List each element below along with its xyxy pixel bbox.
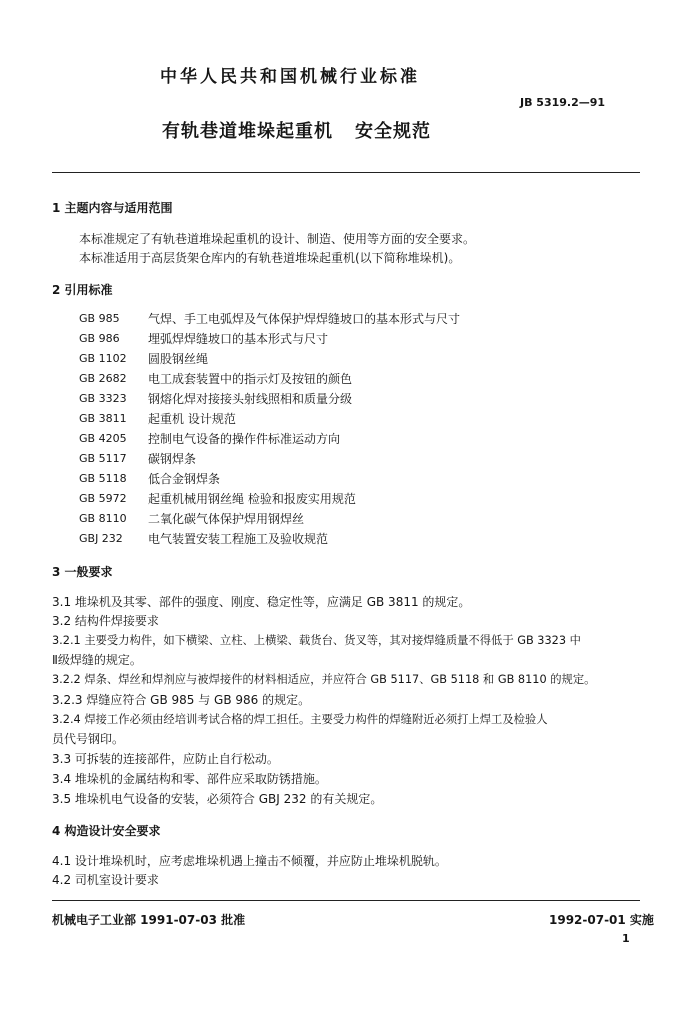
title-part1: 有轨巷道堆垛起重机: [162, 121, 333, 142]
footer-divider: [52, 900, 640, 901]
standard-number: JB 5319.2—91: [520, 96, 606, 109]
clause-3-2-2: 3.2.2 焊条、焊丝和焊剂应与被焊接件的材料相适应，并应符合 GB 5117、GB 5118 和 GB 8110 的规定。: [52, 673, 596, 686]
reference-title: 碳钢焊条: [148, 452, 197, 466]
reference-title: 二氧化碳气体保护焊用钢焊丝: [148, 512, 305, 526]
page-number: 1: [622, 932, 630, 945]
title-part2: 安全规范: [355, 121, 431, 142]
clause-3-2-4-line-2: 员代号钢印。: [52, 732, 125, 746]
document-title: [162, 117, 431, 143]
section-4-heading: 4 构造设计安全要求: [52, 824, 161, 838]
section-1-heading: 1 主题内容与适用范围: [52, 201, 173, 215]
clause-3-4: 3.4 堆垛机的金属结构和零、部件应采取防锈措施。: [52, 772, 327, 786]
clause-3-2-1-line-1: 3.2.1 主要受力构件，如下横梁、立柱、上横梁、载货台、货叉等，其对接焊缝质量不得低于 GB 3323 中: [52, 634, 581, 647]
clause-4-1: 4.1 设计堆垛机时，应考虑堆垛机遇上撞击不倾覆，并应防止堆垛机脱轨。: [52, 854, 447, 868]
reference-code: GB 986: [79, 332, 120, 345]
reference-title: 圆股钢丝绳: [148, 352, 209, 366]
clause-3-3: 3.3 可拆装的连接部件，应防止自行松动。: [52, 752, 279, 766]
clause-3-5: 3.5 堆垛机电气设备的安装，必须符合 GBJ 232 的有关规定。: [52, 792, 383, 806]
section-3-heading: 3 一般要求: [52, 565, 113, 579]
header-divider: [52, 172, 640, 173]
section-2-heading: 2 引用标准: [52, 283, 113, 297]
reference-code: GB 3323: [79, 392, 127, 405]
reference-title: 低合金钢焊条: [148, 472, 221, 486]
approval-line: 机械电子工业部 1991-07-03 批准: [52, 913, 246, 927]
reference-code: GB 5972: [79, 492, 127, 505]
reference-code: GB 8110: [79, 512, 127, 525]
clause-4-2: 4.2 司机室设计要求: [52, 873, 159, 887]
reference-title: 电工成套装置中的指示灯及按钮的颜色: [148, 372, 353, 386]
reference-title: 钢熔化焊对接接头射线照相和质量分级: [148, 392, 353, 406]
reference-code: GB 985: [79, 312, 120, 325]
clause-3-2-1-line-2: Ⅱ级焊缝的规定。: [52, 653, 142, 667]
reference-code: GB 1102: [79, 352, 127, 365]
reference-title: 气焊、手工电弧焊及气体保护焊焊缝坡口的基本形式与尺寸: [148, 312, 461, 326]
section-1-paragraph-2: 本标准适用于高层货架仓库内的有轨巷道堆垛起重机(以下简称堆垛机)。: [79, 251, 461, 265]
reference-title: 起重机械用钢丝绳 检验和报废实用规范: [148, 492, 356, 506]
clause-3-2-3: 3.2.3 焊缝应符合 GB 985 与 GB 986 的规定。: [52, 693, 311, 707]
issuing-organization: 中华人民共和国机械行业标准: [160, 67, 420, 87]
reference-code: GB 3811: [79, 412, 127, 425]
reference-title: 控制电气设备的操作件标准运动方向: [148, 432, 341, 446]
reference-title: 电气装置安装工程施工及验收规范: [148, 532, 329, 546]
reference-code: GB 4205: [79, 432, 127, 445]
reference-code: GBJ 232: [79, 532, 123, 545]
implementation-date: 1992-07-01 实施: [549, 913, 654, 927]
reference-title: 埋弧焊焊缝坡口的基本形式与尺寸: [148, 332, 329, 346]
clause-3-1: 3.1 堆垛机及其零、部件的强度、刚度、稳定性等，应满足 GB 3811 的规定。: [52, 595, 471, 609]
reference-code: GB 5118: [79, 472, 127, 485]
clause-3-2-4-line-1: 3.2.4 焊接工作必须由经培训考试合格的焊工担任。主要受力构件的焊缝附近必须打上焊工及检验人: [52, 713, 548, 726]
reference-code: GB 5117: [79, 452, 127, 465]
clause-3-2: 3.2 结构件焊接要求: [52, 614, 159, 628]
reference-code: GB 2682: [79, 372, 127, 385]
reference-title: 起重机 设计规范: [148, 412, 236, 426]
section-1-paragraph-1: 本标准规定了有轨巷道堆垛起重机的设计、制造、使用等方面的安全要求。: [79, 232, 476, 246]
